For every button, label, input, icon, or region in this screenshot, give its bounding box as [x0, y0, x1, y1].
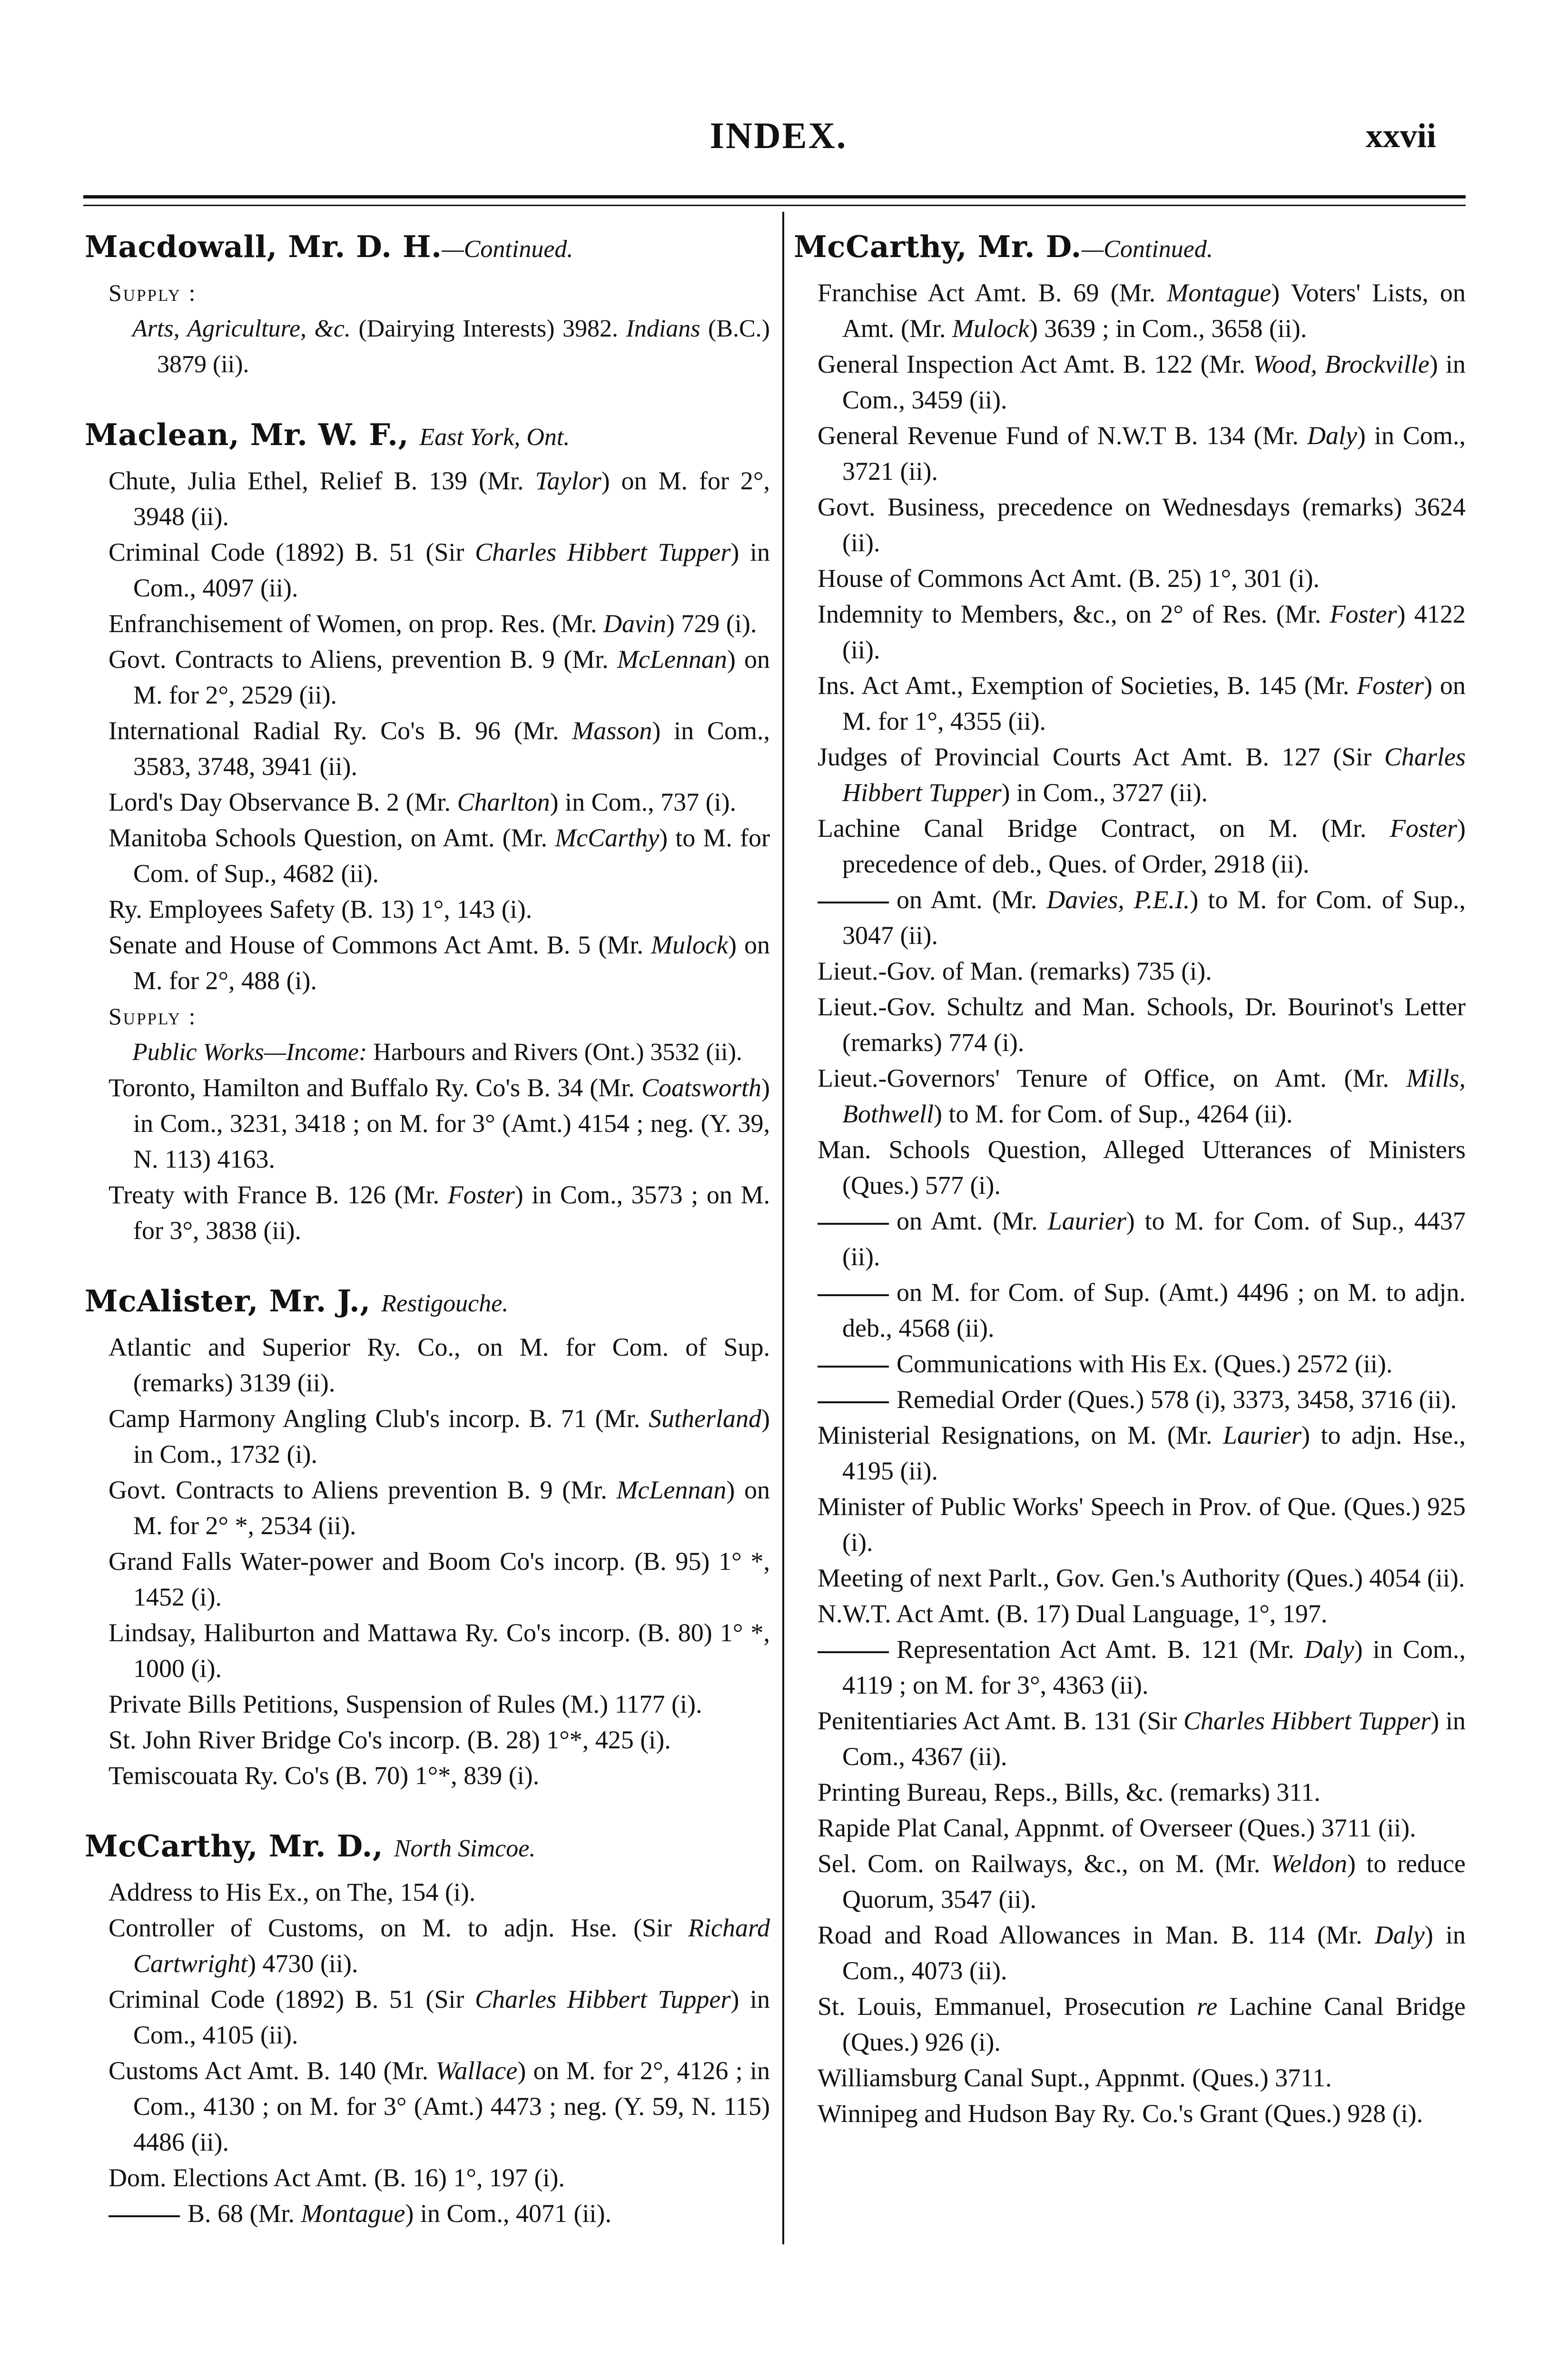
index-item: General Inspection Act Amt. B. 122 (Mr. Wood, Brockville) in Com., 3459 (ii).	[818, 350, 1466, 414]
index-item: Minister of Public Works' Speech in Prov. of Que. (Ques.) 925 (i).	[818, 1492, 1466, 1557]
supply-heading: Supply :	[108, 279, 197, 306]
ditto-dash	[818, 1401, 889, 1403]
index-item: Senate and House of Commons Act Amt. B. 5 (Mr. Mulock) on M. for 2°, 488 (i).	[108, 931, 770, 995]
index-item-continuation: on Amt. (Mr. Davies, P.E.I.) to M. for Com. of Sup., 3047 (ii).	[794, 882, 1466, 953]
entry-heading	[85, 1827, 770, 1868]
entry-maclean	[85, 416, 770, 1249]
index-item: General Revenue Fund of N.W.T B. 134 (Mr. Daly) in Com., 3721 (ii).	[818, 421, 1466, 486]
index-item: Chute, Julia Ethel, Relief B. 139 (Mr. Taylor) on M. for 2°, 3948 (ii).	[108, 466, 770, 531]
index-item: Lieut.-Gov. Schultz and Man. Schools, Dr. Bourinot's Letter (remarks) 774 (i).	[818, 992, 1466, 1057]
index-item: Govt. Contracts to Aliens prevention B. 9 (Mr. McLennan) on M. for 2° *, 2534 (ii).	[108, 1476, 770, 1540]
right-column	[794, 228, 1466, 2165]
running-title: INDEX.	[710, 115, 847, 156]
index-item-continuation: B. 68 (Mr. Montague) in Com., 4071 (ii).	[85, 2196, 770, 2231]
index-item: St. John River Bridge Co's incorp. (B. 28) 1°*, 425 (i).	[108, 1726, 671, 1754]
index-item-continuation: Communications with His Ex. (Ques.) 2572 (ii).	[794, 1346, 1466, 1382]
index-item: Lieut.-Governors' Tenure of Office, on Amt. (Mr. Mills, Bothwell) to M. for Com. of Sup., 4264 (ii).	[818, 1064, 1466, 1128]
left-column	[85, 228, 770, 2265]
constituency: North Simcoe.	[394, 1835, 536, 1862]
index-item: Ministerial Resignations, on M. (Mr. Laurier) to adjn. Hse., 4195 (ii).	[818, 1421, 1466, 1485]
index-item: Grand Falls Water-power and Boom Co's incorp. (B. 95) 1° *, 1452 (i).	[108, 1547, 770, 1611]
index-item: St. Louis, Emmanuel, Prosecution re Lachine Canal Bridge (Ques.) 926 (i).	[818, 1992, 1466, 2056]
member-name: Macdowall, Mr. D. H.	[85, 229, 442, 264]
index-item: Lachine Canal Bridge Contract, on M. (Mr. Foster) precedence of deb., Ques. of Order, 2918 (ii).	[818, 814, 1466, 878]
index-item: Treaty with France B. 126 (Mr. Foster) in Com., 3573 ; on M. for 3°, 3838 (ii).	[108, 1180, 770, 1245]
entry-mcalister	[85, 1282, 770, 1794]
index-item: Govt. Contracts to Aliens, prevention B. 9 (Mr. McLennan) on M. for 2°, 2529 (ii).	[108, 645, 770, 709]
entry-heading	[794, 228, 1466, 268]
member-name: Maclean, Mr. W. F.,	[85, 417, 409, 452]
index-item: N.W.T. Act Amt. (B. 17) Dual Language, 1°, 197.	[818, 1599, 1328, 1628]
index-item: Govt. Business, precedence on Wednesdays (remarks) 3624 (ii).	[818, 493, 1466, 557]
index-item: Penitentiaries Act Amt. B. 131 (Sir Charles Hibbert Tupper) in Com., 4367 (ii).	[818, 1706, 1466, 1771]
index-item: Lieut.-Gov. of Man. (remarks) 735 (i).	[818, 957, 1212, 985]
entry-continued: —Continued.	[442, 236, 573, 263]
supply-item: Arts, Agriculture, &c. (Dairying Interests) 3982. Indians (B.C.) 3879 (ii).	[132, 315, 770, 378]
header-rule	[83, 195, 1466, 198]
supply-heading: Supply :	[108, 1003, 197, 1030]
index-item: Controller of Customs, on M. to adjn. Hse. (Sir Richard Cartwright) 4730 (ii).	[108, 1914, 770, 1978]
index-item: Criminal Code (1892) B. 51 (Sir Charles Hibbert Tupper) in Com., 4105 (ii).	[108, 1985, 770, 2049]
page-number: xxvii	[1366, 117, 1437, 155]
index-item: Road and Road Allowances in Man. B. 114 (Mr. Daly) in Com., 4073 (ii).	[818, 1921, 1466, 1985]
entry-mccarthy-continued	[794, 228, 1466, 2132]
member-name: McAlister, Mr. J.,	[85, 1283, 371, 1319]
index-item: Winnipeg and Hudson Bay Ry. Co.'s Grant (Ques.) 928 (i).	[818, 2099, 1423, 2128]
index-item: House of Commons Act Amt. (B. 25) 1°, 301 (i).	[818, 564, 1320, 593]
page-header	[0, 0, 1557, 200]
entry-continued: —Continued.	[1081, 236, 1213, 263]
member-name: McCarthy, Mr. D.,	[85, 1828, 384, 1864]
ditto-dash	[818, 1651, 889, 1653]
index-item: Private Bills Petitions, Suspension of Rules (M.) 1177 (i).	[108, 1690, 702, 1718]
index-item: Ry. Employees Safety (B. 13) 1°, 143 (i).	[108, 895, 532, 923]
index-item: Franchise Act Amt. B. 69 (Mr. Montague) Voters' Lists, on Amt. (Mr. Mulock) 3639 ; in Com., 3658 (ii).	[818, 278, 1466, 343]
index-item: Temiscouata Ry. Co's (B. 70) 1°*, 839 (i).	[108, 1761, 540, 1790]
index-item: Manitoba Schools Question, on Amt. (Mr. McCarthy) to M. for Com. of Sup., 4682 (ii).	[108, 823, 770, 888]
constituency: Restigouche.	[381, 1290, 509, 1317]
index-item: Man. Schools Question, Alleged Utterances of Ministers (Ques.) 577 (i).	[818, 1135, 1466, 1200]
index-item: Address to His Ex., on The, 154 (i).	[108, 1878, 476, 1906]
index-item: Judges of Provincial Courts Act Amt. B. 127 (Sir Charles Hibbert Tupper) in Com., 3727 (ii).	[818, 743, 1466, 807]
entry-heading	[85, 228, 770, 268]
entry-heading	[85, 416, 770, 456]
ditto-dash	[108, 2215, 180, 2217]
index-item-continuation: on Amt. (Mr. Laurier) to M. for Com. of Sup., 4437 (ii).	[794, 1203, 1466, 1275]
index-item: Indemnity to Members, &c., on 2° of Res. (Mr. Foster) 4122 (ii).	[818, 600, 1466, 664]
index-item: Criminal Code (1892) B. 51 (Sir Charles Hibbert Tupper) in Com., 4097 (ii).	[108, 538, 770, 602]
index-item: Enfranchisement of Women, on prop. Res. (Mr. Davin) 729 (i).	[108, 609, 757, 638]
ditto-dash	[818, 1366, 889, 1368]
index-item: Ins. Act Amt., Exemption of Societies, B. 145 (Mr. Foster) on M. for 1°, 4355 (ii).	[818, 671, 1466, 735]
ditto-dash	[818, 902, 889, 903]
index-item: Sel. Com. on Railways, &c., on M. (Mr. Weldon) to reduce Quorum, 3547 (ii).	[818, 1849, 1466, 1914]
entry-mccarthy	[85, 1827, 770, 2231]
member-name: McCarthy, Mr. D.	[794, 229, 1082, 264]
supply-item: Public Works—Income: Harbours and Rivers (Ont.) 3532 (ii).	[132, 1039, 742, 1066]
index-item-continuation: Remedial Order (Ques.) 578 (i), 3373, 3458, 3716 (ii).	[794, 1382, 1466, 1418]
index-item: Dom. Elections Act Amt. (B. 16) 1°, 197 (i).	[108, 2163, 565, 2192]
index-item: Toronto, Hamilton and Buffalo Ry. Co's B. 34 (Mr. Coatsworth) in Com., 3231, 3418 ; on M. for 3° (Amt.) 4154 ; neg. (Y. 39, N. 113) 4163.	[108, 1073, 770, 1173]
header-rule-thin	[83, 205, 1466, 206]
index-item: Printing Bureau, Reps., Bills, &c. (remarks) 311.	[818, 1778, 1320, 1806]
index-item-continuation: on M. for Com. of Sup. (Amt.) 4496 ; on M. to adjn. deb., 4568 (ii).	[794, 1275, 1466, 1346]
ditto-dash	[818, 1223, 889, 1225]
index-item: Customs Act Amt. B. 140 (Mr. Wallace) on M. for 2°, 4126 ; in Com., 4130 ; on M. for 3° (Amt.) 4473 ; neg. (Y. 59, N. 115) 4486 (ii).	[108, 2056, 770, 2156]
index-item: Williamsburg Canal Supt., Appnmt. (Ques.) 3711.	[818, 2063, 1332, 2092]
column-divider	[782, 212, 784, 2244]
entry-macdowall	[85, 228, 770, 382]
index-item: Lindsay, Haliburton and Mattawa Ry. Co's incorp. (B. 80) 1° *, 1000 (i).	[108, 1618, 770, 1683]
index-item: Camp Harmony Angling Club's incorp. B. 71 (Mr. Sutherland) in Com., 1732 (i).	[108, 1404, 770, 1468]
ditto-dash	[818, 1294, 889, 1296]
index-item: Rapide Plat Canal, Appnmt. of Overseer (Ques.) 3711 (ii).	[818, 1814, 1416, 1842]
index-item: International Radial Ry. Co's B. 96 (Mr. Masson) in Com., 3583, 3748, 3941 (ii).	[108, 716, 770, 781]
index-item-continuation: Representation Act Amt. B. 121 (Mr. Daly) in Com., 4119 ; on M. for 3°, 4363 (ii).	[794, 1632, 1466, 1703]
constituency: East York, Ont.	[419, 424, 570, 451]
index-item: Meeting of next Parlt., Gov. Gen.'s Authority (Ques.) 4054 (ii).	[818, 1564, 1465, 1592]
index-item: Atlantic and Superior Ry. Co., on M. for Com. of Sup. (remarks) 3139 (ii).	[108, 1333, 770, 1397]
index-item: Lord's Day Observance B. 2 (Mr. Charlton) in Com., 737 (i).	[108, 788, 737, 816]
entry-heading	[85, 1282, 770, 1323]
